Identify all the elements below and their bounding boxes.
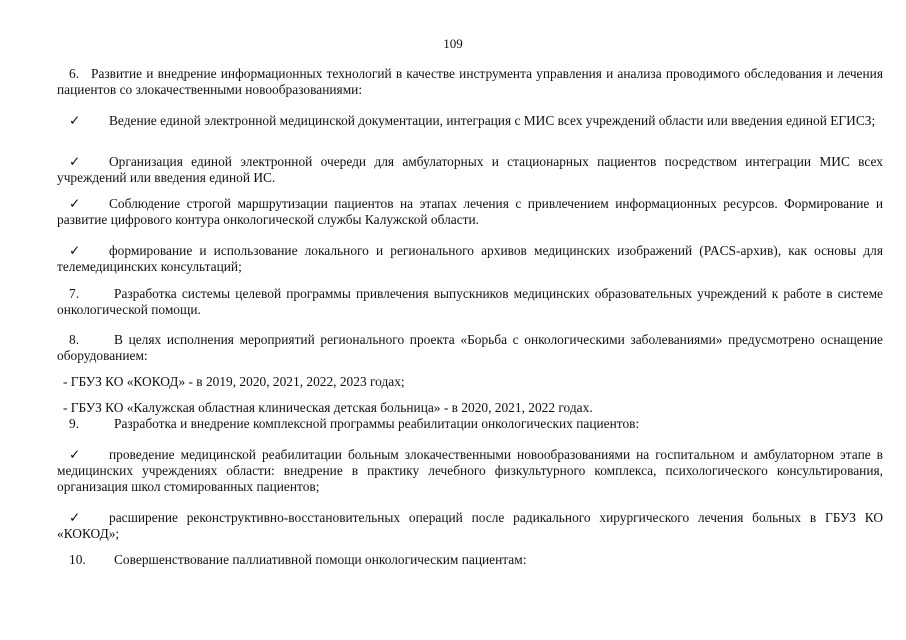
check-icon: ✓: [69, 154, 81, 169]
paragraph-text: формирование и использование локального и регионального архивов медицинских изображений (PACS-архив), как основы для телемедицинских консультаций;: [57, 243, 883, 274]
paragraph-text: Разработка системы целевой программы привлечения выпускников медицинских образовательных учреждений к работе в системе онкологической помощи.: [57, 286, 883, 317]
paragraph-text: Разработка и внедрение комплексной программы реабилитации онкологических пациентов:: [114, 416, 640, 431]
paragraph-8: [57, 332, 883, 364]
dash-item-children-hospital: - ГБУЗ КО «Калужская областная клиническая детская больница» - в 2020, 2021, 2022 годах.: [63, 400, 593, 415]
paragraph-text: Ведение единой электронной медицинской документации, интеграция с МИС всех учреждений области или введения единой ЕГИСЗ;: [109, 113, 876, 128]
page-number: 109: [443, 36, 463, 51]
dash-item-kokod: - ГБУЗ КО «КОКОД» - в 2019, 2020, 2021, 2022, 2023 годах;: [63, 374, 405, 389]
bullet-ehr: [57, 113, 883, 129]
paragraph-text: Развитие и внедрение информационных технологий в качестве инструмента управления и анализа проводимого обследования и лечения пациентов со злокачественными новообразованиями:: [57, 66, 883, 97]
item-number: 6.: [69, 66, 80, 81]
bullet-rehabilitation: [57, 447, 883, 495]
bullet-pacs: [57, 243, 883, 275]
paragraph-6: [57, 66, 883, 98]
check-icon: ✓: [69, 447, 81, 462]
bullet-reconstructive: [57, 510, 883, 542]
check-icon: ✓: [69, 510, 81, 525]
paragraph-text: Совершенствование паллиативной помощи онкологическим пациентам:: [114, 552, 527, 567]
paragraph-7: [57, 286, 883, 318]
paragraph-text: проведение медицинской реабилитации больным злокачественными новообразованиями на госпитальном и амбулаторном этапе в медицинских учреждениях области: внедрение в практику лечебного физкультурного комплекса, психологического консультирования, организация школ стомированных пациентов;: [57, 447, 883, 494]
paragraph-text: расширение реконструктивно-восстановительных операций после радикального хирургического лечения больных в ГБУЗ КО «КОКОД»;: [57, 510, 883, 541]
check-icon: ✓: [69, 196, 81, 211]
item-number: 7.: [69, 286, 80, 301]
item-number: 8.: [69, 332, 80, 347]
paragraph-9: [57, 416, 883, 432]
paragraph-10: [57, 552, 883, 568]
paragraph-text: Организация единой электронной очереди для амбулаторных и стационарных пациентов посредством интеграции МИС всех учреждений или введения единой ИС.: [57, 154, 883, 185]
item-number: 10.: [69, 552, 86, 567]
item-number: 9.: [69, 416, 80, 431]
bullet-queue: [57, 154, 883, 186]
check-icon: ✓: [69, 243, 81, 258]
paragraph-text: Соблюдение строгой маршрутизации пациентов на этапах лечения с привлечением информационных ресурсов. Формирование и развитие цифрового контура онкологической службы Калужской области.: [57, 196, 883, 227]
check-icon: ✓: [69, 113, 81, 128]
bullet-routing: [57, 196, 883, 228]
paragraph-text: В целях исполнения мероприятий регионального проекта «Борьба с онкологическими заболеваниями» предусмотрено оснащение оборудованием:: [57, 332, 883, 363]
